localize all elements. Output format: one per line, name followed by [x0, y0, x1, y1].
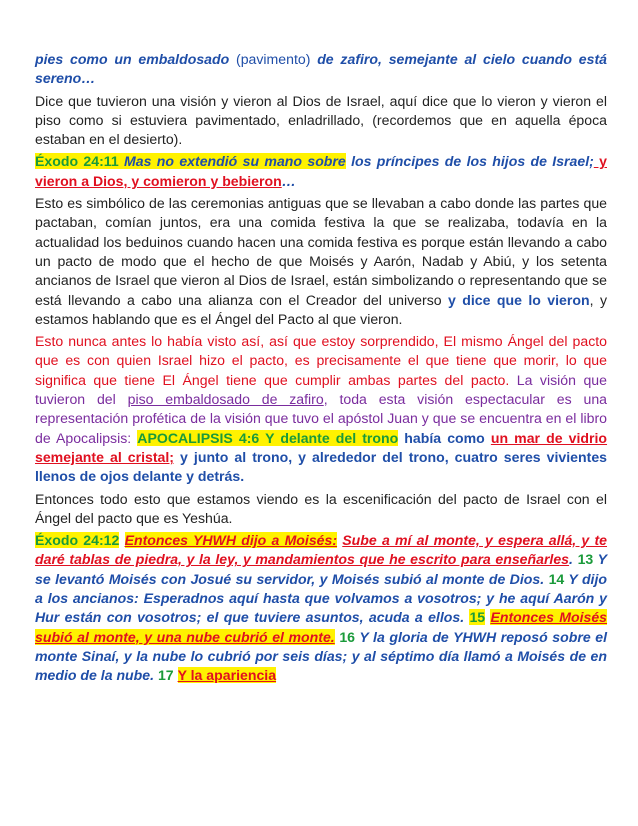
annotation-text: (pavimento)	[229, 51, 318, 67]
scripture-text: Entonces YHWH dijo a Moisés:	[124, 532, 338, 549]
scripture-text: Y la gloria de YHWH reposó sobre el monte Sinaí, y la nube lo cubrió por seis días; y al séptimo día llamó a Moisés de en medio de la nube.	[35, 628, 608, 684]
verse-reference: APOCALIPSIS 4:6 Y delante del trono	[137, 429, 399, 446]
scripture-text: y vieron a Dios, y comieron y bebieron	[35, 153, 607, 189]
verse-number: 13	[577, 551, 594, 568]
verse-number: 17	[157, 667, 174, 684]
paragraph-5	[35, 332, 607, 486]
commentary-text: Dice que tuvieron una visión y vieron al Dios de Israel, aquí dice que lo vieron y vieron el piso como si estuviera pavimentado, enladrillado, (recordemos que en aquella época estaban en el desierto).	[35, 92, 607, 148]
scripture-text: Sube a mí al monte, y espera allá, y te daré tablas de piedra, y la ley, y mandamientos que he escrito para enseñarles	[35, 532, 608, 568]
verse-number: 16	[339, 628, 355, 645]
verse-reference: Éxodo 24:12	[35, 532, 120, 549]
commentary-text: Esto nunca antes lo había visto así, así que estoy sorprendido, El mismo Ángel del pacto que es con quien Israel hizo el pacto, es precisamente el que tiene que morir, lo que significa que tiene El Ángel tiene que cumplir ambas partes del pacto.	[35, 333, 607, 388]
verse-number: 14	[548, 570, 565, 587]
scripture-text: Entonces Moisés subió al monte, y una nube cubrió el monte.	[35, 609, 608, 645]
commentary-text: , toda esta visión espectacular es una representación profética de la visión que tuvo el apóstol Juan y que se encuentra en el libro de Apocalipsis:	[35, 391, 608, 446]
paragraph-6	[35, 490, 607, 529]
document-page	[35, 50, 607, 689]
paragraph-2	[35, 92, 607, 150]
commentary-text: , y estamos hablando que es el Ángel del Pacto al que vieron.	[35, 291, 607, 327]
emphasis-text: piso embaldosado de zafiro	[127, 391, 324, 408]
scripture-text: un mar de vidrio semejante al cristal;	[35, 429, 608, 465]
scripture-text: los príncipes de los hijos de Israel;	[345, 153, 594, 170]
scripture-text: de zafiro, semejante al cielo cuando está sereno…	[35, 51, 607, 87]
scripture-text: pies como un embaldosado	[35, 51, 230, 67]
scripture-text: .	[569, 551, 573, 568]
paragraph-1	[35, 50, 607, 89]
scripture-text: Y se levantó Moisés con Josué su servidor, y Moisés subió al monte de Dios.	[35, 551, 607, 587]
verse-number: 15	[469, 609, 486, 626]
scripture-text: Y dijo a los ancianos: Esperadnos aquí hasta que volvamos a vosotros; y he aquí Aarón y Hur están con vosotros; el que tuviere asuntos, acuda a ellos.	[35, 570, 607, 626]
scripture-text: había como	[398, 429, 491, 446]
paragraph-4	[35, 194, 607, 329]
scripture-text: …	[281, 172, 296, 189]
scripture-text: Y la apariencia	[177, 667, 277, 684]
commentary-text: Entonces todo esto que estamos viendo es la escenificación del pacto de Israel con el Ángel del pacto que es Yeshúa.	[35, 490, 607, 526]
paragraph-7	[35, 531, 607, 685]
emphasis-text: y dice que lo vieron	[448, 291, 590, 308]
commentary-text: La visión que tuvieron del	[35, 371, 607, 408]
commentary-text: Esto es simbólico de las ceremonias antiguas que se llevaban a cabo donde las partes que pactaban, comían juntos, era una comida festiva la que se realizaba, todavía en la actualidad los beduinos cuando hacen una comida festiva es porque están llevando a cabo un pacto de modo que el hecho de que Moisés y Aarón, Nadab y Abiú, y los setenta ancianos de Israel que vieron al Dios de Israel, están simbolizando o representando que se está llevando a cabo una alianza con el Creador del universo	[35, 195, 607, 308]
scripture-text: Mas no extendió su mano sobre	[118, 153, 346, 170]
paragraph-3	[35, 152, 607, 191]
verse-reference: Éxodo 24:11	[35, 153, 119, 170]
scripture-text: y junto al trono, y alrededor del trono, cuatro seres vivientes llenos de ojos delante y detrás.	[35, 448, 607, 485]
